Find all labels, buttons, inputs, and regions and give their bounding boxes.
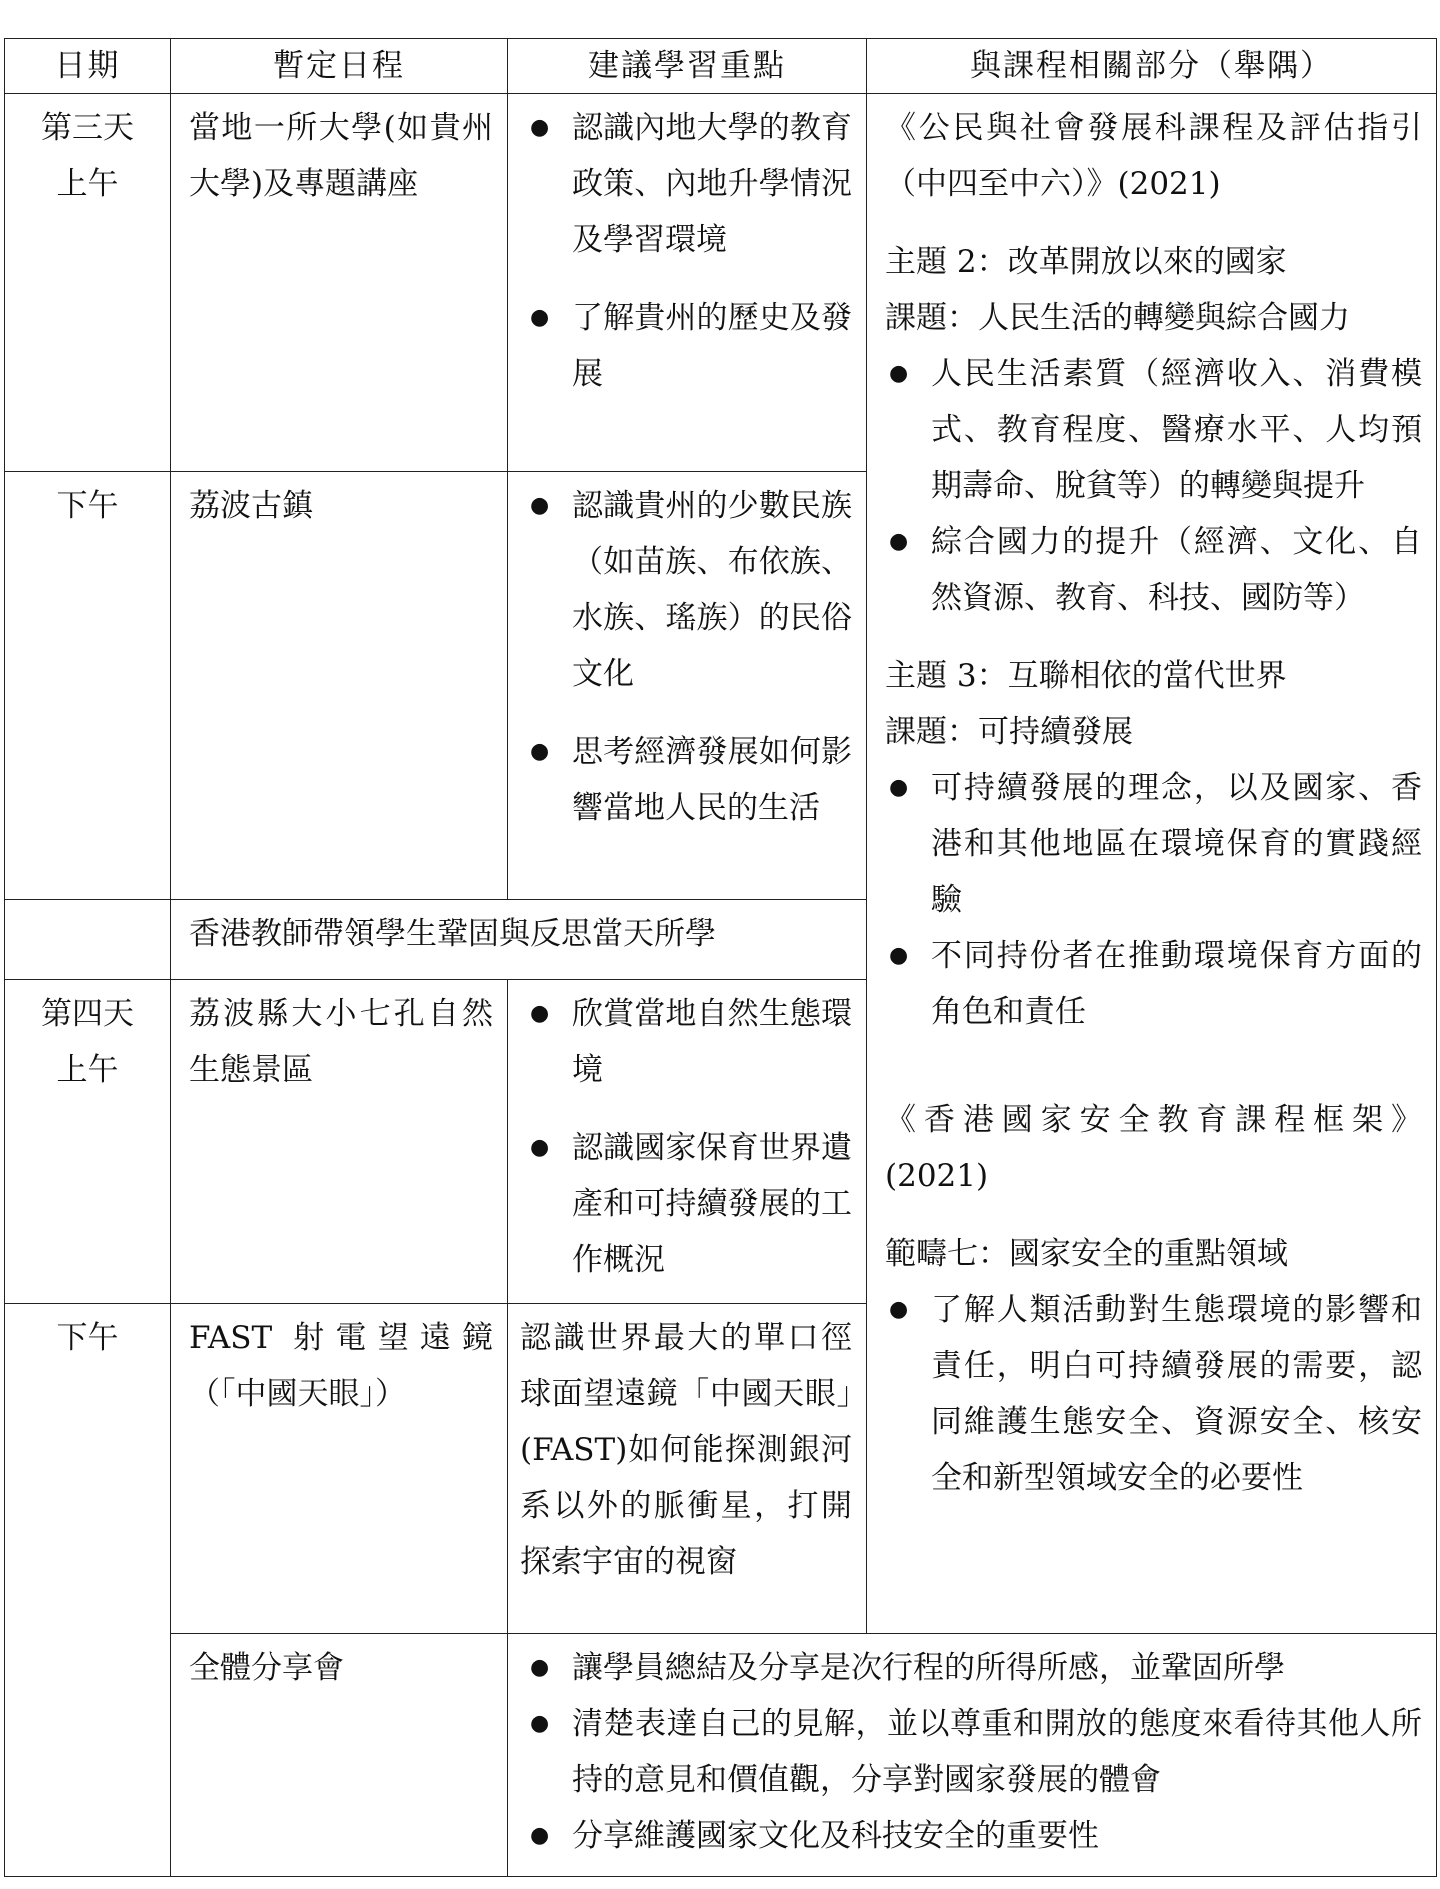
date-cell [5, 472, 171, 900]
date-cell [5, 94, 171, 472]
curriculum-topic2: 課題：人民生活的轉變與綜合國力 [885, 300, 1350, 336]
list-item: ● 了解貴州的歷史及發展 [526, 290, 852, 402]
list-item: ● 認識國家保育世界遺產和可持續發展的工作概況 [526, 1120, 852, 1288]
schedule-text: FAST 射電望遠鏡（「中國天眼」） [189, 1320, 493, 1412]
header-curriculum: 與課程相關部分（舉隅） [867, 39, 1437, 94]
table-row [5, 1634, 1437, 1877]
topic3-points [885, 760, 1422, 1040]
list-item: ● 讓學員總結及分享是次行程的所得所感，並鞏固所學 [526, 1640, 1422, 1696]
table-header-row [5, 39, 1437, 94]
list-item: ● 分享維護國家文化及科技安全的重要性 [526, 1808, 1422, 1864]
date-cell-empty [5, 900, 171, 980]
date-period: 上午 [56, 1052, 119, 1088]
reflection-cell [171, 900, 867, 980]
curriculum-doc2-title: 《香港國家安全教育課程框架》(2021) [885, 1102, 1422, 1194]
list-item: ● 了解人類活動對生態環境的影響和責任，明白可持續發展的需要，認同維護生態安全、資源安全、核安全和新型領域安全的必要性 [885, 1282, 1422, 1506]
table-row [5, 94, 1437, 472]
list-item: ● 可持續發展的理念，以及國家、香港和其他地區在環境保育的實踐經驗 [885, 760, 1422, 928]
learning-points-cell [508, 472, 867, 900]
curriculum-theme3: 主題 3：互聯相依的當代世界 [885, 658, 1287, 694]
learning-points-cell [508, 980, 867, 1304]
list-item: ● 思考經濟發展如何影響當地人民的生活 [526, 724, 852, 836]
reflection-text: 香港教師帶領學生鞏固與反思當天所學 [189, 916, 716, 952]
curriculum-topic3: 課題：可持續發展 [885, 714, 1133, 750]
date-day: 第三天 [41, 110, 134, 146]
list-item: ● 認識貴州的少數民族（如苗族、布依族、水族、瑤族）的民俗文化 [526, 478, 852, 702]
schedule-text: 當地一所大學(如貴州大學)及專題講座 [189, 110, 493, 202]
list-item: ● 綜合國力的提升（經濟、文化、自然資源、教育、科技、國防等） [885, 514, 1422, 626]
itinerary-table [4, 38, 1437, 1877]
schedule-cell [171, 1304, 508, 1634]
date-cell [5, 980, 171, 1304]
list-item: ● 欣賞當地自然生態環境 [526, 986, 852, 1098]
domain7-points [885, 1282, 1422, 1506]
schedule-cell [171, 472, 508, 900]
learning-points-cell [508, 1304, 867, 1634]
curriculum-theme2: 主題 2：改革開放以來的國家 [885, 244, 1287, 280]
sharing-points-list [526, 1640, 1422, 1864]
header-date: 日期 [5, 39, 171, 94]
schedule-text: 荔波古鎮 [189, 488, 313, 524]
list-item: ● 清楚表達自己的見解，並以尊重和開放的態度來看待其他人所持的意見和價值觀，分享對國家發展的體會 [526, 1696, 1422, 1808]
curriculum-domain7: 範疇七：國家安全的重點領域 [885, 1236, 1288, 1272]
learning-points-list [526, 100, 852, 402]
schedule-text: 全體分享會 [189, 1650, 344, 1686]
learning-points-list [526, 478, 852, 836]
header-learning-points: 建議學習重點 [508, 39, 867, 94]
date-period: 上午 [56, 166, 119, 202]
schedule-cell [171, 1634, 508, 1877]
curriculum-doc1-title: 《公民與社會發展科課程及評估指引（中四至中六）》(2021) [885, 110, 1422, 202]
date-period: 下午 [56, 1320, 119, 1356]
learning-points-cell [508, 94, 867, 472]
date-period: 下午 [56, 488, 119, 524]
schedule-cell [171, 980, 508, 1304]
learning-points-list [526, 986, 852, 1288]
topic2-points [885, 346, 1422, 626]
sharing-points-cell [508, 1634, 1437, 1877]
date-cell [5, 1304, 171, 1877]
learning-points-text: 認識世界最大的單口徑球面望遠鏡「中國天眼」(FAST)如何能探測銀河系以外的脈衝星，打開探索宇宙的視窗 [520, 1320, 852, 1580]
list-item: ● 認識內地大學的教育政策、內地升學情況及學習環境 [526, 100, 852, 268]
list-item: ● 人民生活素質（經濟收入、消費模式、教育程度、醫療水平、人均預期壽命、脫貧等）的轉變與提升 [885, 346, 1422, 514]
list-item: ● 不同持份者在推動環境保育方面的角色和責任 [885, 928, 1422, 1040]
date-day: 第四天 [41, 996, 134, 1032]
schedule-text: 荔波縣大小七孔自然生態景區 [189, 996, 493, 1088]
schedule-cell [171, 94, 508, 472]
header-schedule: 暫定日程 [171, 39, 508, 94]
curriculum-cell [867, 94, 1437, 1634]
